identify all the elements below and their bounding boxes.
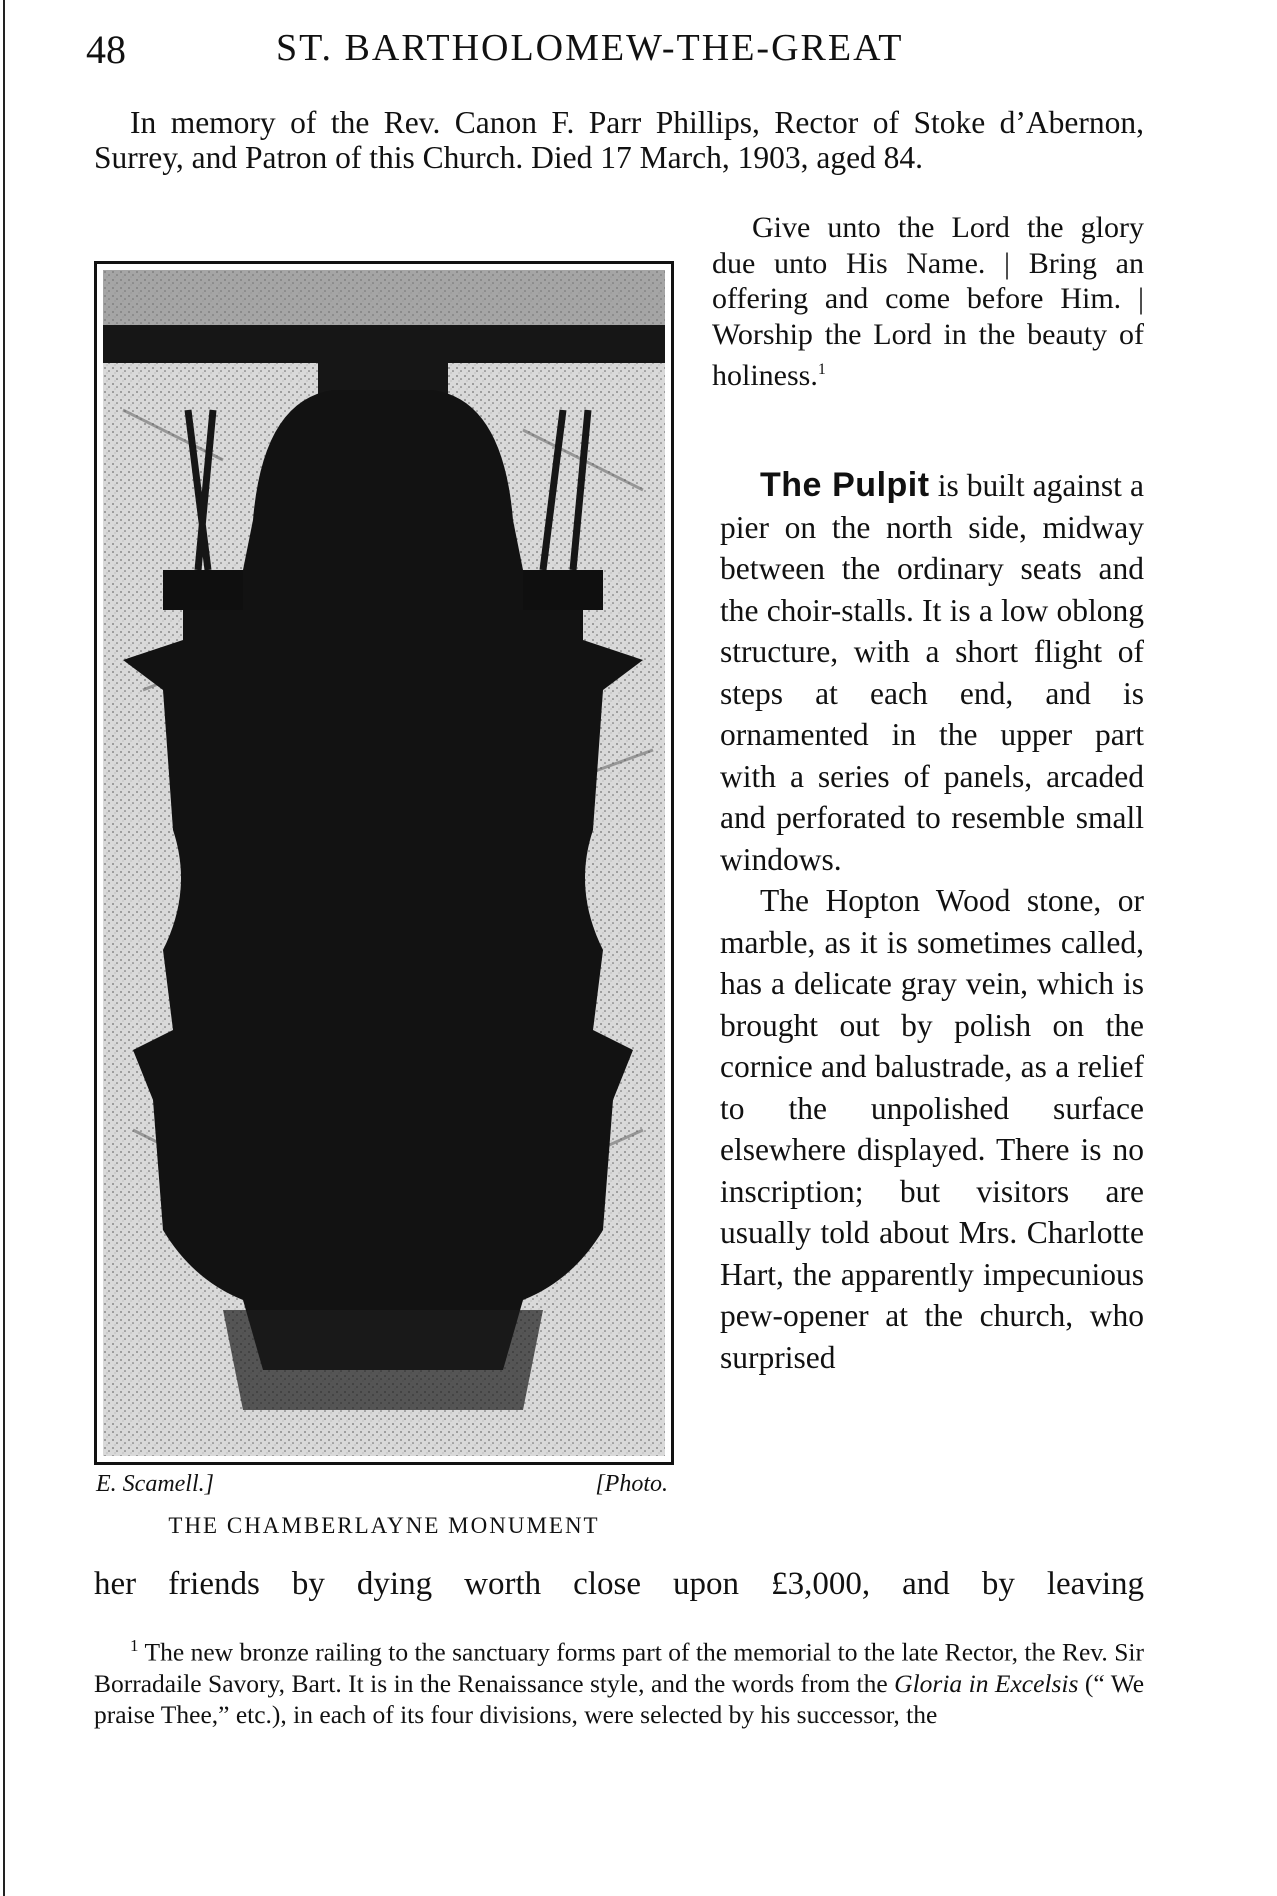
- footnote-mark: 1: [130, 1636, 139, 1655]
- footnote-text-before: The new bronze railing to the sanctuary forms part of the memorial to the late Rector, the Rev. Sir Borradaile Savory, Bart. It is in the Renaissance style, and the words from the: [94, 1637, 1144, 1698]
- photo-credit-label: [Photo.: [595, 1471, 668, 1497]
- running-title: ST. BARTHOLOMEW-THE-GREAT: [276, 27, 904, 69]
- footnote-text-after: (“ We praise Thee,” etc.), in each of its four divisions, were selected by his successor, the: [94, 1668, 1145, 1729]
- memorial-inscription: In memory of the Rev. Canon F. Parr Phillips, Rector of Stoke d’Abernon, Surrey, and Patron of this Church. Died 17 March, 1903, aged 84.: [94, 105, 1144, 175]
- footnote-reference: 1: [817, 361, 826, 378]
- hopton-wood-paragraph: The Hopton Wood stone, or marble, as it is sometimes called, has a delicate gray vein, which is brought out by polish on the cornice and balustrade, as a relief to the unpolished surface elsewhere displayed. There is no inscription; but visitors are usually told about Mrs. Charlotte Hart, the apparently impecunious pew-opener at the church, who surprised: [720, 883, 1144, 1375]
- page-number: 48: [86, 27, 126, 72]
- page-header: [86, 18, 1146, 78]
- verse-text: Give unto the Lord the glory due unto His Name. | Bring an offering and come before Him. | Worship the Lord in the beauty of holiness.: [712, 211, 1144, 392]
- pulpit-text: is built against a pier on the north side, midway between the ordinary seats and the choir-stalls. It is a low oblong structure, with a short flight of steps at each end, and is ornamented in the upper part with a series of panels, arcaded and perforated to resemble small windows.: [720, 468, 1144, 877]
- footnote: [94, 1630, 1144, 1730]
- footnote-italic-title: Gloria in Excelsis: [894, 1668, 1079, 1698]
- pulpit-description: [720, 465, 1144, 1378]
- chamberlayne-monument-photo: [103, 270, 665, 1456]
- section-heading-pulpit: The Pulpit: [760, 466, 930, 504]
- photo-frame: [94, 261, 674, 1465]
- pulpit-paragraph: [720, 465, 1144, 880]
- scripture-verse: [712, 210, 1144, 394]
- figure-caption: THE CHAMBERLAYNE MONUMENT: [168, 1513, 600, 1538]
- photographer-credit: E. Scamell.]: [96, 1471, 214, 1497]
- continuation-line: her friends by dying worth close upon £3,000, and by leaving: [94, 1566, 1144, 1602]
